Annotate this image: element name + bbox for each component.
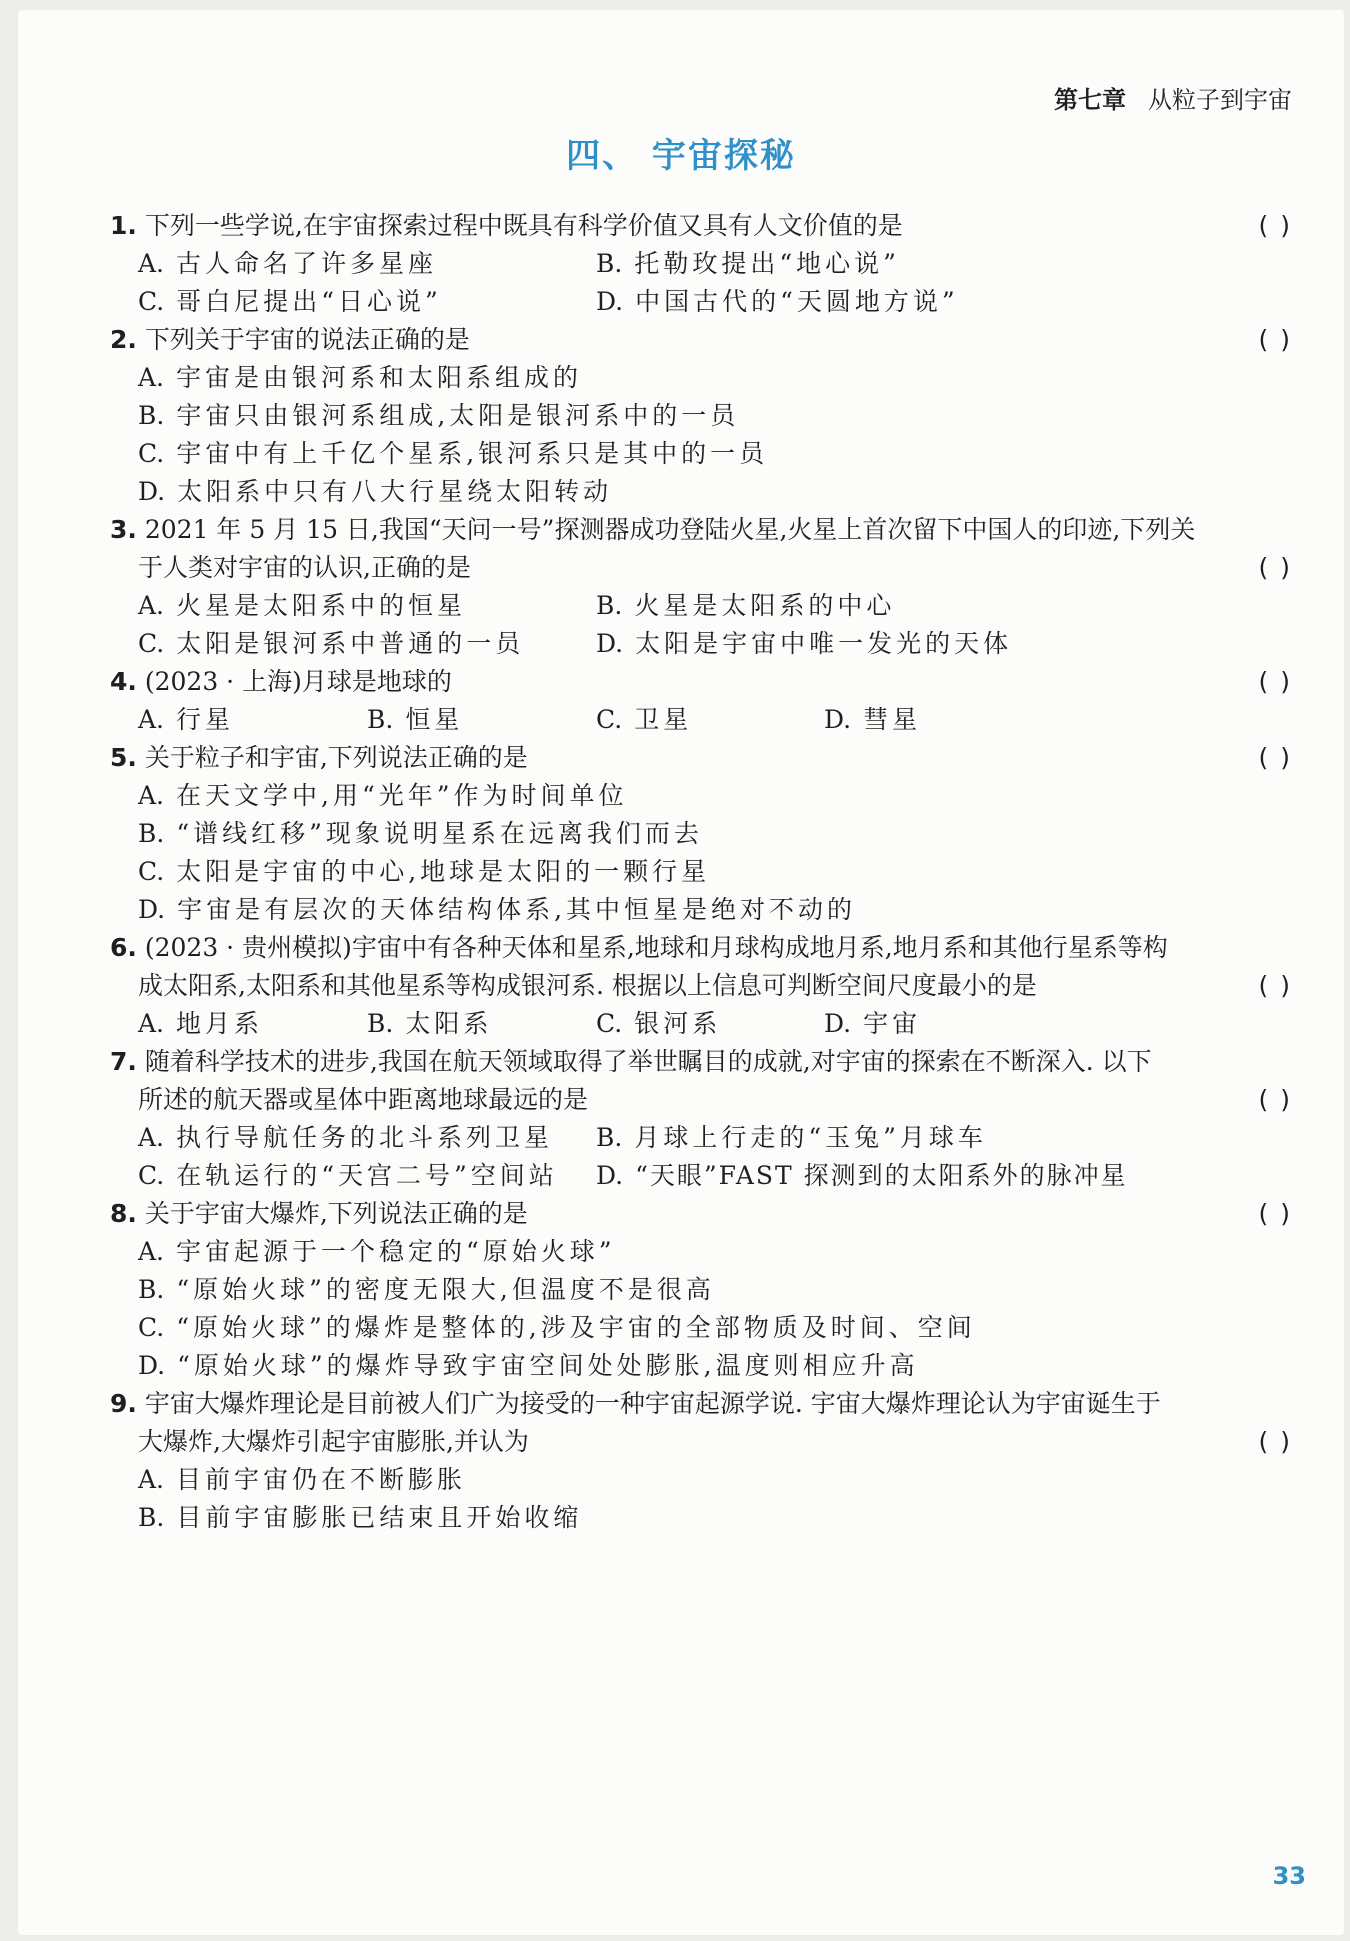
- option: [138, 1494, 582, 1542]
- question-number: 3.: [110, 515, 137, 544]
- question-number: 7.: [110, 1047, 137, 1076]
- question-number: 4.: [110, 667, 137, 696]
- option-key: A.: [138, 249, 165, 278]
- page-number: 33: [1272, 1862, 1306, 1890]
- answer-bracket: ( ): [1258, 325, 1292, 354]
- option-text: 在轨运行的“天宫二号”空间站: [176, 1161, 558, 1190]
- question-stem-continued: 成太阳系,太阳系和其他星系等构成银河系. 根据以上信息可判断空间尺度最小的是: [138, 971, 1037, 1000]
- option-key: C.: [138, 1313, 165, 1342]
- question-stem-continued: 于人类对宇宙的认识,正确的是: [138, 553, 471, 582]
- option-text: 恒星: [405, 705, 464, 734]
- option-key: D.: [596, 629, 624, 658]
- option-text: “原始火球”的密度无限大,但温度不是很高: [176, 1275, 715, 1304]
- option-key: C.: [596, 1009, 623, 1038]
- option-text: 行星: [176, 705, 235, 734]
- answer-bracket: ( ): [1258, 743, 1292, 772]
- answer-bracket: ( ): [1258, 1085, 1292, 1114]
- option-key: D.: [596, 287, 624, 316]
- question-text: 宇宙大爆炸理论是目前被人们广为接受的一种宇宙起源学说. 宇宙大爆炸理论认为宇宙诞生于: [144, 1389, 1161, 1418]
- option-text: “原始火球”的爆炸是整体的,涉及宇宙的全部物质及时间、空间: [176, 1313, 976, 1342]
- answer-bracket: ( ): [1258, 1427, 1292, 1456]
- option: [596, 278, 959, 326]
- option-key: C.: [596, 705, 623, 734]
- option-text: 宇宙只由银河系组成,太阳是银河系中的一员: [176, 401, 740, 430]
- option-text: 太阳是宇宙的中心,地球是太阳的一颗行星: [176, 857, 711, 886]
- option-key: B.: [138, 1503, 165, 1532]
- option-text: 目前宇宙膨胀已结束且开始收缩: [176, 1503, 583, 1532]
- option-text: 太阳系中只有八大行星绕太阳转动: [177, 477, 613, 506]
- option-text: 执行导航任务的北斗系列卫星: [176, 1123, 554, 1152]
- question-text: 随着科学技术的进步,我国在航天领域取得了举世瞩目的成就,对宇宙的探索在不断深入. 以下: [144, 1047, 1152, 1076]
- option-text: 银河系: [634, 1009, 722, 1038]
- option-text: 宇宙: [863, 1009, 922, 1038]
- option-key: A.: [138, 1009, 165, 1038]
- question-number: 9.: [110, 1389, 137, 1418]
- question-number: 5.: [110, 743, 137, 772]
- option-key: D.: [824, 705, 852, 734]
- option-key: D.: [138, 895, 166, 924]
- option-key: D.: [596, 1161, 624, 1190]
- answer-bracket: ( ): [1258, 1199, 1292, 1228]
- option-text: “原始火球”的爆炸导致宇宙空间处处膨胀,温度则相应升高: [177, 1351, 919, 1380]
- option-text: 太阳是银河系中普通的一员: [176, 629, 525, 658]
- option-text: 宇宙是有层次的天体结构体系,其中恒星是绝对不动的: [177, 895, 857, 924]
- option-text: 托勒玫提出“地心说”: [634, 249, 900, 278]
- option-key: A.: [138, 1237, 165, 1266]
- option-key: A.: [138, 1465, 165, 1494]
- option-text: 宇宙中有上千亿个星系,银河系只是其中的一员: [176, 439, 769, 468]
- option-key: B.: [596, 591, 623, 620]
- option-text: 目前宇宙仍在不断膨胀: [176, 1465, 467, 1494]
- option-key: A.: [138, 705, 165, 734]
- option-key: B.: [367, 705, 394, 734]
- option-text: “谱线红移”现象说明星系在远离我们而去: [176, 819, 703, 848]
- option-key: C.: [138, 1161, 165, 1190]
- option-text: 在天文学中,用“光年”作为时间单位: [176, 781, 628, 810]
- option-text: 卫星: [634, 705, 693, 734]
- option-text: 月球上行走的“玉兔”月球车: [634, 1123, 987, 1152]
- answer-bracket: ( ): [1258, 553, 1292, 582]
- option-text: 太阳是宇宙中唯一发光的天体: [635, 629, 1013, 658]
- section-title: 四、 宇宙探秘: [566, 136, 796, 176]
- option-text: “天眼”FAST 探测到的太阳系外的脉冲星: [635, 1161, 1128, 1190]
- question-text: (2023 · 上海)月球是地球的: [144, 667, 452, 696]
- chapter-header: [1054, 80, 1292, 115]
- question-text: (2023 · 贵州模拟)宇宙中有各种天体和星系,地球和月球构成地月系,地月系和其他行星系等构: [144, 933, 1168, 962]
- worksheet-page: [18, 10, 1344, 1935]
- option-text: 地月系: [176, 1009, 264, 1038]
- question-text: 关于粒子和宇宙,下列说法正确的是: [144, 743, 528, 772]
- question-number: 1.: [110, 211, 137, 240]
- option-key: B.: [596, 249, 623, 278]
- option: [596, 696, 692, 744]
- option-key: D.: [138, 477, 166, 506]
- option-key: C.: [138, 287, 165, 316]
- question-text: 下列关于宇宙的说法正确的是: [144, 325, 470, 354]
- option-key: C.: [138, 629, 165, 658]
- option-key: A.: [138, 781, 165, 810]
- option-text: 太阳系: [405, 1009, 493, 1038]
- answer-bracket: ( ): [1258, 667, 1292, 696]
- option-text: 哥白尼提出“日心说”: [176, 287, 442, 316]
- option-key: A.: [138, 591, 165, 620]
- chapter-number: 第七章: [1054, 86, 1126, 114]
- question-number: 6.: [110, 933, 137, 962]
- option-key: A.: [138, 363, 165, 392]
- question-stem-continued: 大爆炸,大爆炸引起宇宙膨胀,并认为: [138, 1427, 529, 1456]
- answer-bracket: ( ): [1258, 211, 1292, 240]
- option-text: 宇宙是由银河系和太阳系组成的: [176, 363, 583, 392]
- question-text: 关于宇宙大爆炸,下列说法正确的是: [144, 1199, 528, 1228]
- option-key: B.: [138, 1275, 165, 1304]
- question-text: 下列一些学说,在宇宙探索过程中既具有科学价值又具有人文价值的是: [144, 211, 903, 240]
- option-text: 宇宙起源于一个稳定的“原始火球”: [176, 1237, 616, 1266]
- option-key: C.: [138, 439, 165, 468]
- option-key: B.: [367, 1009, 394, 1038]
- answer-bracket: ( ): [1258, 971, 1292, 1000]
- option: [596, 1152, 1128, 1200]
- question-text: 2021 年 5 月 15 日,我国“天问一号”探测器成功登陆火星,火星上首次留下中国人的印迹,下列关: [144, 515, 1196, 544]
- option-text: 火星是太阳系中的恒星: [176, 591, 467, 620]
- option-key: C.: [138, 857, 165, 886]
- option: [824, 696, 921, 744]
- question-number: 2.: [110, 325, 137, 354]
- option-key: D.: [824, 1009, 852, 1038]
- option-text: 火星是太阳系的中心: [634, 591, 896, 620]
- option-key: B.: [138, 401, 165, 430]
- option-key: B.: [138, 819, 165, 848]
- option-text: 中国古代的“天圆地方说”: [635, 287, 959, 316]
- option-key: A.: [138, 1123, 165, 1152]
- option-key: D.: [138, 1351, 166, 1380]
- option: [596, 620, 1012, 668]
- question-number: 8.: [110, 1199, 137, 1228]
- question-stem-continued: 所述的航天器或星体中距离地球最远的是: [138, 1085, 589, 1114]
- chapter-title: 从粒子到宇宙: [1148, 86, 1292, 114]
- option-text: 古人命名了许多星座: [176, 249, 438, 278]
- option-text: 彗星: [863, 705, 922, 734]
- option-key: B.: [596, 1123, 623, 1152]
